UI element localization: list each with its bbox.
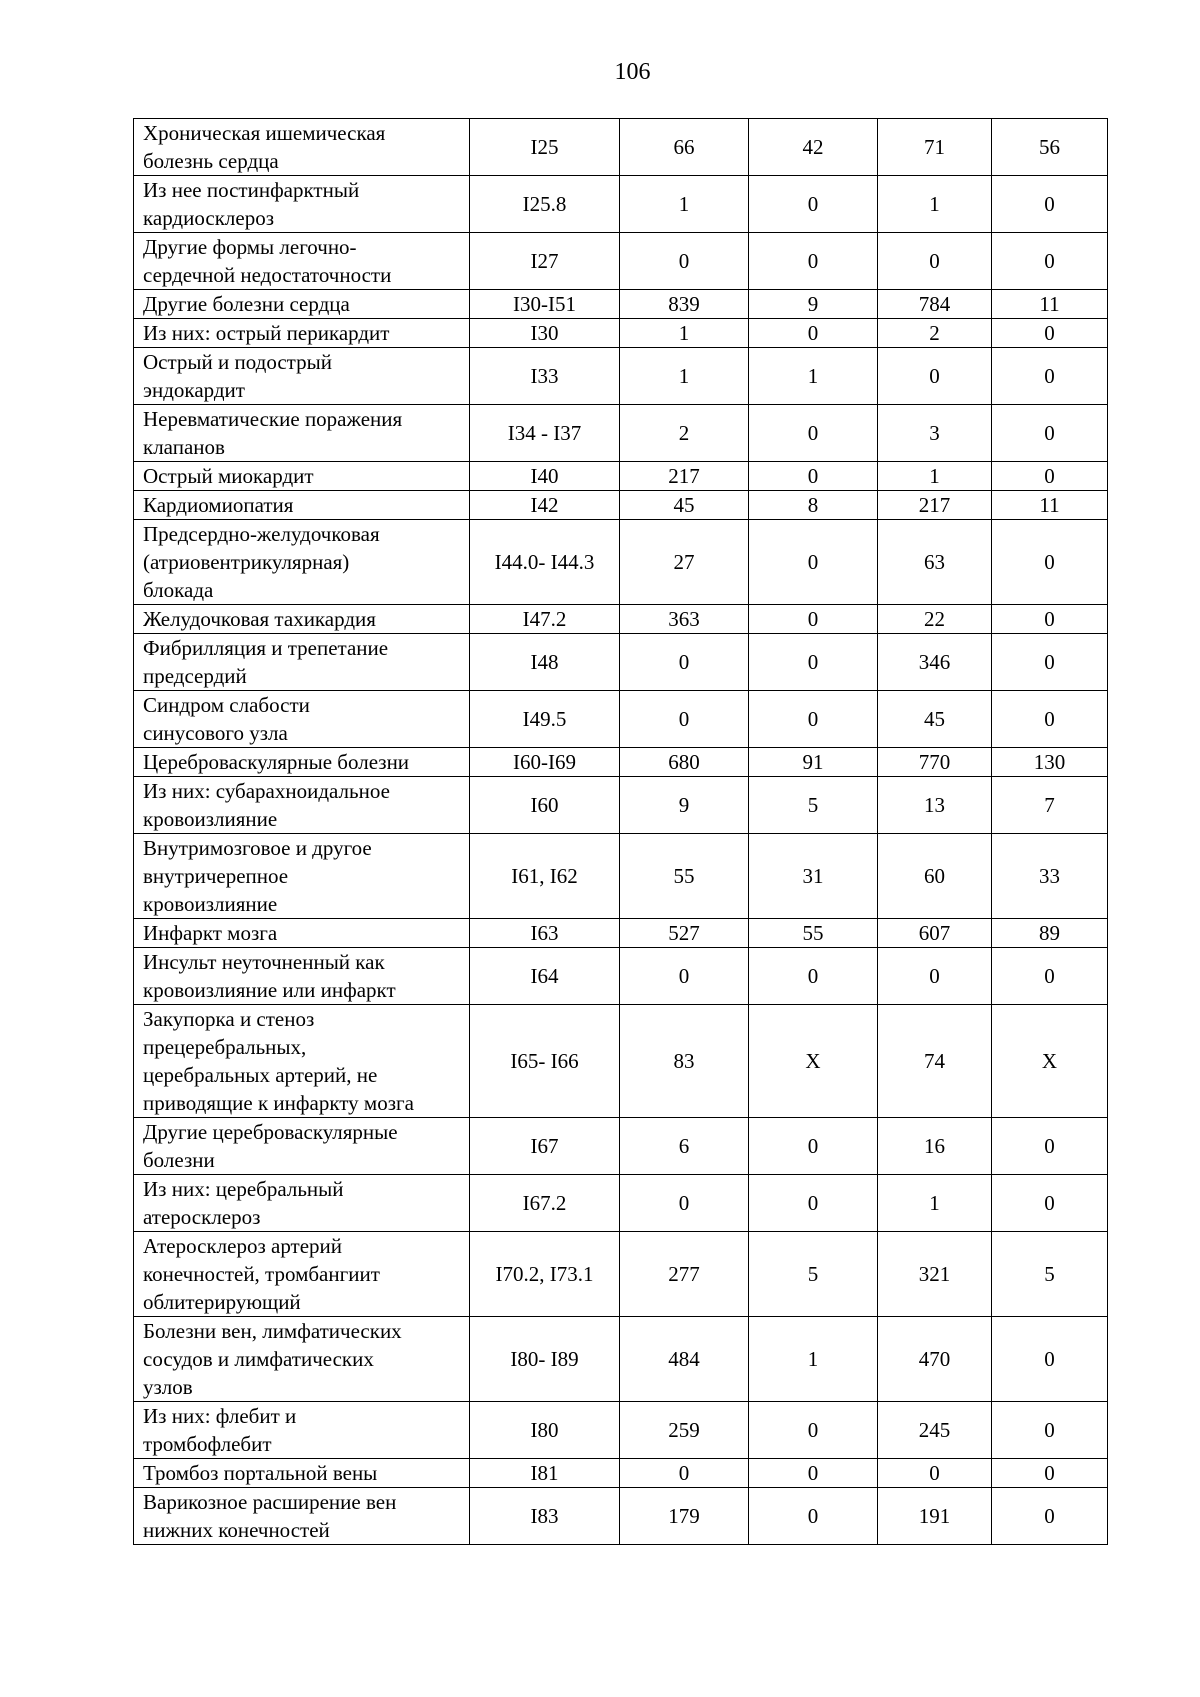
icd-code-cell: I83 xyxy=(470,1488,620,1545)
table-row xyxy=(134,119,1108,176)
value-cell-1: 6 xyxy=(620,1118,749,1175)
value-cell-3: 60 xyxy=(878,834,992,919)
disease-name-cell: Желудочковая тахикардия xyxy=(134,605,470,634)
value-cell-2: 0 xyxy=(749,948,878,1005)
value-cell-4: 0 xyxy=(992,634,1108,691)
value-cell-4: 0 xyxy=(992,1175,1108,1232)
value-cell-4: 0 xyxy=(992,691,1108,748)
value-cell-3: 217 xyxy=(878,491,992,520)
value-cell-1: 0 xyxy=(620,1175,749,1232)
value-cell-4: 0 xyxy=(992,605,1108,634)
value-cell-1: 179 xyxy=(620,1488,749,1545)
icd-code-cell: I60 xyxy=(470,777,620,834)
value-cell-3: 71 xyxy=(878,119,992,176)
table-row xyxy=(134,520,1108,605)
icd-code-cell: I61, I62 xyxy=(470,834,620,919)
disease-name-cell: Другие формы легочно- сердечной недостаточности xyxy=(134,233,470,290)
table-row xyxy=(134,348,1108,405)
disease-name-cell: Из них: церебральный атеросклероз xyxy=(134,1175,470,1232)
table-row xyxy=(134,1488,1108,1545)
table-row xyxy=(134,319,1108,348)
value-cell-4: 0 xyxy=(992,462,1108,491)
value-cell-3: 470 xyxy=(878,1317,992,1402)
value-cell-1: 55 xyxy=(620,834,749,919)
icd-code-cell: I47.2 xyxy=(470,605,620,634)
value-cell-2: 0 xyxy=(749,405,878,462)
icd-code-cell: I80- I89 xyxy=(470,1317,620,1402)
value-cell-2: 0 xyxy=(749,462,878,491)
value-cell-3: 321 xyxy=(878,1232,992,1317)
table-row xyxy=(134,491,1108,520)
value-cell-4: 130 xyxy=(992,748,1108,777)
value-cell-4: 0 xyxy=(992,1488,1108,1545)
disease-name-cell: Болезни вен, лимфатических сосудов и лимфатических узлов xyxy=(134,1317,470,1402)
value-cell-2: 42 xyxy=(749,119,878,176)
disease-name-cell: Кардиомиопатия xyxy=(134,491,470,520)
icd-code-cell: I30-I51 xyxy=(470,290,620,319)
disease-name-cell: Острый и подострый эндокардит xyxy=(134,348,470,405)
value-cell-3: 22 xyxy=(878,605,992,634)
table-row xyxy=(134,1175,1108,1232)
page-number: 106 xyxy=(614,59,651,85)
table-row xyxy=(134,1005,1108,1118)
value-cell-3: 784 xyxy=(878,290,992,319)
value-cell-1: 0 xyxy=(620,634,749,691)
value-cell-4: 33 xyxy=(992,834,1108,919)
value-cell-2: 91 xyxy=(749,748,878,777)
value-cell-1: 680 xyxy=(620,748,749,777)
value-cell-2: 1 xyxy=(749,348,878,405)
disease-name-cell: Другие болезни сердца xyxy=(134,290,470,319)
value-cell-3: 74 xyxy=(878,1005,992,1118)
value-cell-4: X xyxy=(992,1005,1108,1118)
disease-name-cell: Неревматические поражения клапанов xyxy=(134,405,470,462)
disease-name-cell: Тромбоз портальной вены xyxy=(134,1459,470,1488)
value-cell-3: 45 xyxy=(878,691,992,748)
table-row xyxy=(134,691,1108,748)
disease-name-cell: Закупорка и стеноз прецеребральных, церебральных артерий, не приводящие к инфаркту мозга xyxy=(134,1005,470,1118)
value-cell-2: 31 xyxy=(749,834,878,919)
value-cell-2: 1 xyxy=(749,1317,878,1402)
value-cell-1: 839 xyxy=(620,290,749,319)
icd-code-cell: I49.5 xyxy=(470,691,620,748)
value-cell-3: 16 xyxy=(878,1118,992,1175)
icd-code-cell: I65- I66 xyxy=(470,1005,620,1118)
value-cell-4: 0 xyxy=(992,319,1108,348)
disease-statistics-table xyxy=(133,118,1108,1545)
disease-name-cell: Внутримозговое и другое внутричерепное кровоизлияние xyxy=(134,834,470,919)
value-cell-3: 191 xyxy=(878,1488,992,1545)
value-cell-1: 527 xyxy=(620,919,749,948)
value-cell-4: 0 xyxy=(992,1118,1108,1175)
value-cell-4: 0 xyxy=(992,1459,1108,1488)
value-cell-3: 0 xyxy=(878,1459,992,1488)
icd-code-cell: I70.2, I73.1 xyxy=(470,1232,620,1317)
icd-code-cell: I81 xyxy=(470,1459,620,1488)
disease-name-cell: Из них: субарахноидальное кровоизлияние xyxy=(134,777,470,834)
value-cell-2: 0 xyxy=(749,520,878,605)
value-cell-2: 0 xyxy=(749,233,878,290)
value-cell-3: 13 xyxy=(878,777,992,834)
icd-code-cell: I80 xyxy=(470,1402,620,1459)
value-cell-2: 0 xyxy=(749,1459,878,1488)
disease-name-cell: Из нее постинфарктный кардиосклероз xyxy=(134,176,470,233)
icd-code-cell: I30 xyxy=(470,319,620,348)
table-row xyxy=(134,605,1108,634)
table-row xyxy=(134,919,1108,948)
value-cell-4: 89 xyxy=(992,919,1108,948)
value-cell-1: 484 xyxy=(620,1317,749,1402)
value-cell-1: 9 xyxy=(620,777,749,834)
value-cell-1: 0 xyxy=(620,233,749,290)
value-cell-2: 0 xyxy=(749,634,878,691)
value-cell-4: 0 xyxy=(992,233,1108,290)
value-cell-4: 56 xyxy=(992,119,1108,176)
value-cell-3: 1 xyxy=(878,1175,992,1232)
value-cell-1: 363 xyxy=(620,605,749,634)
table-row xyxy=(134,462,1108,491)
table-row xyxy=(134,834,1108,919)
value-cell-4: 0 xyxy=(992,520,1108,605)
value-cell-3: 0 xyxy=(878,233,992,290)
icd-code-cell: I67.2 xyxy=(470,1175,620,1232)
value-cell-2: 0 xyxy=(749,691,878,748)
value-cell-1: 0 xyxy=(620,691,749,748)
value-cell-1: 45 xyxy=(620,491,749,520)
value-cell-4: 0 xyxy=(992,1402,1108,1459)
table-row xyxy=(134,233,1108,290)
disease-name-cell: Синдром слабости синусового узла xyxy=(134,691,470,748)
disease-name-cell: Предсердно-желудочковая (атриовентрикулярная) блокада xyxy=(134,520,470,605)
value-cell-1: 0 xyxy=(620,948,749,1005)
value-cell-3: 245 xyxy=(878,1402,992,1459)
table-row xyxy=(134,634,1108,691)
value-cell-3: 607 xyxy=(878,919,992,948)
value-cell-2: 0 xyxy=(749,605,878,634)
icd-code-cell: I63 xyxy=(470,919,620,948)
table-row xyxy=(134,176,1108,233)
value-cell-1: 83 xyxy=(620,1005,749,1118)
table-row xyxy=(134,1118,1108,1175)
icd-code-cell: I60-I69 xyxy=(470,748,620,777)
value-cell-4: 5 xyxy=(992,1232,1108,1317)
value-cell-1: 27 xyxy=(620,520,749,605)
value-cell-1: 2 xyxy=(620,405,749,462)
value-cell-3: 1 xyxy=(878,176,992,233)
icd-code-cell: I44.0- I44.3 xyxy=(470,520,620,605)
value-cell-3: 2 xyxy=(878,319,992,348)
value-cell-1: 1 xyxy=(620,348,749,405)
value-cell-3: 1 xyxy=(878,462,992,491)
value-cell-1: 66 xyxy=(620,119,749,176)
icd-code-cell: I27 xyxy=(470,233,620,290)
table-row xyxy=(134,405,1108,462)
value-cell-4: 0 xyxy=(992,176,1108,233)
value-cell-4: 11 xyxy=(992,290,1108,319)
value-cell-4: 11 xyxy=(992,491,1108,520)
disease-name-cell: Варикозное расширение вен нижних конечностей xyxy=(134,1488,470,1545)
value-cell-4: 0 xyxy=(992,1317,1108,1402)
value-cell-2: 9 xyxy=(749,290,878,319)
icd-code-cell: I40 xyxy=(470,462,620,491)
value-cell-2: 55 xyxy=(749,919,878,948)
value-cell-2: 8 xyxy=(749,491,878,520)
disease-name-cell: Острый миокардит xyxy=(134,462,470,491)
value-cell-2: 0 xyxy=(749,1488,878,1545)
table-row xyxy=(134,1232,1108,1317)
icd-code-cell: I25 xyxy=(470,119,620,176)
value-cell-3: 770 xyxy=(878,748,992,777)
icd-code-cell: I34 - I37 xyxy=(470,405,620,462)
value-cell-2: 0 xyxy=(749,1402,878,1459)
disease-name-cell: Из них: острый перикардит xyxy=(134,319,470,348)
value-cell-4: 0 xyxy=(992,948,1108,1005)
table-row xyxy=(134,1402,1108,1459)
value-cell-4: 7 xyxy=(992,777,1108,834)
table-row xyxy=(134,290,1108,319)
value-cell-2: 0 xyxy=(749,1175,878,1232)
value-cell-1: 217 xyxy=(620,462,749,491)
value-cell-2: 0 xyxy=(749,1118,878,1175)
value-cell-4: 0 xyxy=(992,405,1108,462)
table-row xyxy=(134,777,1108,834)
value-cell-2: 0 xyxy=(749,176,878,233)
table-row xyxy=(134,1459,1108,1488)
value-cell-1: 1 xyxy=(620,176,749,233)
disease-name-cell: Хроническая ишемическая болезнь сердца xyxy=(134,119,470,176)
icd-code-cell: I67 xyxy=(470,1118,620,1175)
value-cell-3: 0 xyxy=(878,348,992,405)
value-cell-3: 3 xyxy=(878,405,992,462)
value-cell-1: 259 xyxy=(620,1402,749,1459)
icd-code-cell: I25.8 xyxy=(470,176,620,233)
icd-code-cell: I64 xyxy=(470,948,620,1005)
disease-name-cell: Фибрилляция и трепетание предсердий xyxy=(134,634,470,691)
table-body xyxy=(134,119,1108,1545)
icd-code-cell: I33 xyxy=(470,348,620,405)
icd-code-cell: I48 xyxy=(470,634,620,691)
disease-name-cell: Инсульт неуточненный как кровоизлияние или инфаркт xyxy=(134,948,470,1005)
value-cell-2: X xyxy=(749,1005,878,1118)
icd-code-cell: I42 xyxy=(470,491,620,520)
value-cell-2: 5 xyxy=(749,1232,878,1317)
value-cell-1: 277 xyxy=(620,1232,749,1317)
disease-name-cell: Инфаркт мозга xyxy=(134,919,470,948)
value-cell-3: 346 xyxy=(878,634,992,691)
value-cell-2: 5 xyxy=(749,777,878,834)
value-cell-1: 1 xyxy=(620,319,749,348)
disease-name-cell: Другие цереброваскулярные болезни xyxy=(134,1118,470,1175)
table-row xyxy=(134,748,1108,777)
value-cell-3: 63 xyxy=(878,520,992,605)
value-cell-4: 0 xyxy=(992,348,1108,405)
value-cell-3: 0 xyxy=(878,948,992,1005)
disease-name-cell: Атеросклероз артерий конечностей, тромбангиит облитерирующий xyxy=(134,1232,470,1317)
disease-name-cell: Из них: флебит и тромбофлебит xyxy=(134,1402,470,1459)
value-cell-1: 0 xyxy=(620,1459,749,1488)
table-row xyxy=(134,948,1108,1005)
table-row xyxy=(134,1317,1108,1402)
value-cell-2: 0 xyxy=(749,319,878,348)
disease-name-cell: Цереброваскулярные болезни xyxy=(134,748,470,777)
